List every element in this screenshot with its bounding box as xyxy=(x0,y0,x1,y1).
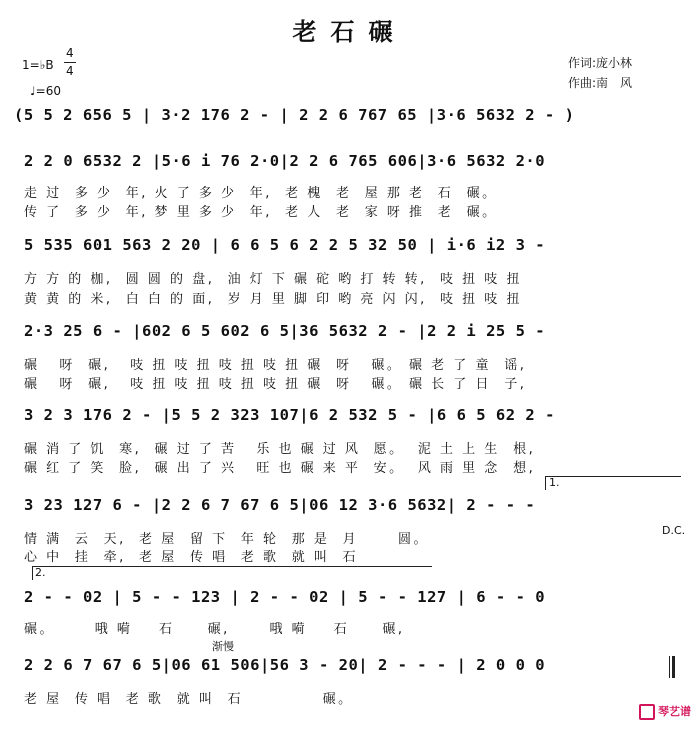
ending-1-bracket-left xyxy=(545,476,546,490)
score-row-8-notes: 2 2 6 7 67 6 5|06 61 506|56 3 - 20| 2 - - - | 2 0 0 0 xyxy=(24,656,546,674)
key-signature: 1=♭B xyxy=(22,58,54,72)
score-row-5-lyric-2: 碾 红 了 笑 脸, 碾 出 了 兴 旺 也 碾 来 平 安。 风 雨 里 念 想, xyxy=(24,461,536,476)
time-signature-line xyxy=(64,62,76,63)
score-row-8-lyric: 老 屋 传 唱 老 歌 就 叫 石 碾。 xyxy=(24,692,354,707)
score-row-1-notes: (5 5 2 656 5 | 3·2 176 2 - | 2 2 6 767 65 |3·6 5632 2 - ) xyxy=(14,106,575,124)
score-row-4-lyric-1: 碾 呀 碾, 吱 扭 吱 扭 吱 扭 吱 扭 碾 呀 碾。 碾 老 了 童 谣, xyxy=(24,358,527,373)
ending-2-bracket-left xyxy=(32,566,33,580)
song-title: 老石碾 xyxy=(292,17,407,46)
score-row-5-notes: 3 2 3 176 2 - |5 5 2 323 107|6 2 532 5 - |6 6 5 62 2 - xyxy=(24,406,555,424)
score-row-2-lyric-1: 走 过 多 少 年, 火 了 多 少 年, 老 槐 老 屋 那 老 石 碾。 xyxy=(24,186,498,201)
composer-credit: 作曲:南 风 xyxy=(568,76,633,90)
final-barline-thick xyxy=(672,656,675,678)
score-row-3-lyric-1: 方 方 的 枷, 圆 圆 的 盘, 油 灯 下 碾 砣 哟 打 转 转, 吱 扭 吱 扭 xyxy=(24,272,522,287)
ending-1-label: 1. xyxy=(549,476,560,489)
site-logo xyxy=(624,690,691,733)
score-row-3-lyric-2: 黄 黄 的 米, 白 白 的 面, 岁 月 里 脚 印 哟 亮 闪 闪, 吱 扭 吱 扭 xyxy=(24,292,522,307)
score-row-4-lyric-2: 碾 呀 碾, 吱 扭 吱 扭 吱 扭 吱 扭 碾 呀 碾。 碾 长 了 日 子, xyxy=(24,377,527,392)
logo-text: 琴艺谱 xyxy=(658,705,691,718)
ending-2-bracket-top xyxy=(32,566,432,567)
score-row-6-lyric-2: 心 中 挂 牵, 老 屋 传 唱 老 歌 就 叫 石 xyxy=(24,550,359,565)
score-row-5-lyric-1: 碾 消 了 饥 寒, 碾 过 了 苦 乐 也 碾 过 风 愿。 泥 土 上 生 根, xyxy=(24,442,536,457)
ritardando-mark: 渐慢 xyxy=(212,640,234,653)
score-row-4-notes: 2·3 25 6 - |602 6 5 602 6 5|36 5632 2 - |2 2 i 25 5 - xyxy=(24,322,546,340)
lyricist-credit: 作词:庞小林 xyxy=(568,56,633,70)
da-capo-mark: D.C. xyxy=(662,524,686,537)
score-row-3-notes: 5 535 601 563 2 20 | 6 6 5 6 2 2 5 32 50 | i·6 i2 3 - xyxy=(24,236,546,254)
ending-1-bracket-top xyxy=(545,476,681,477)
score-row-7-lyric: 碾。 哦 嗬 石 碾, 哦 嗬 石 碾, xyxy=(24,622,405,637)
logo-mark-icon xyxy=(639,704,655,720)
score-row-6-lyric-1: 情 满 云 天, 老 屋 留 下 年 轮 那 是 月 圆。 xyxy=(24,532,429,547)
tempo-mark: ♩=60 xyxy=(30,84,61,98)
score-row-2-notes: 2 2 0 6532 2 |5·6 i 76 2·0|2 2 6 765 606|3·6 5632 2·0 xyxy=(24,152,546,170)
score-row-7-notes: 2 - - 02 | 5 - - 123 | 2 - - 02 | 5 - - 127 | 6 - - 0 xyxy=(24,588,546,606)
time-signature-bottom: 4 xyxy=(66,64,74,78)
final-barline-thin xyxy=(669,656,670,678)
time-signature-top: 4 xyxy=(66,46,74,60)
score-row-2-lyric-2: 传 了 多 少 年, 梦 里 多 少 年, 老 人 老 家 呀 推 老 碾。 xyxy=(24,205,498,220)
ending-2-label: 2. xyxy=(35,566,46,579)
score-row-6-notes: 3 23 127 6 - |2 2 6 7 67 6 5|06 12 3·6 5632| 2 - - - xyxy=(24,496,536,514)
